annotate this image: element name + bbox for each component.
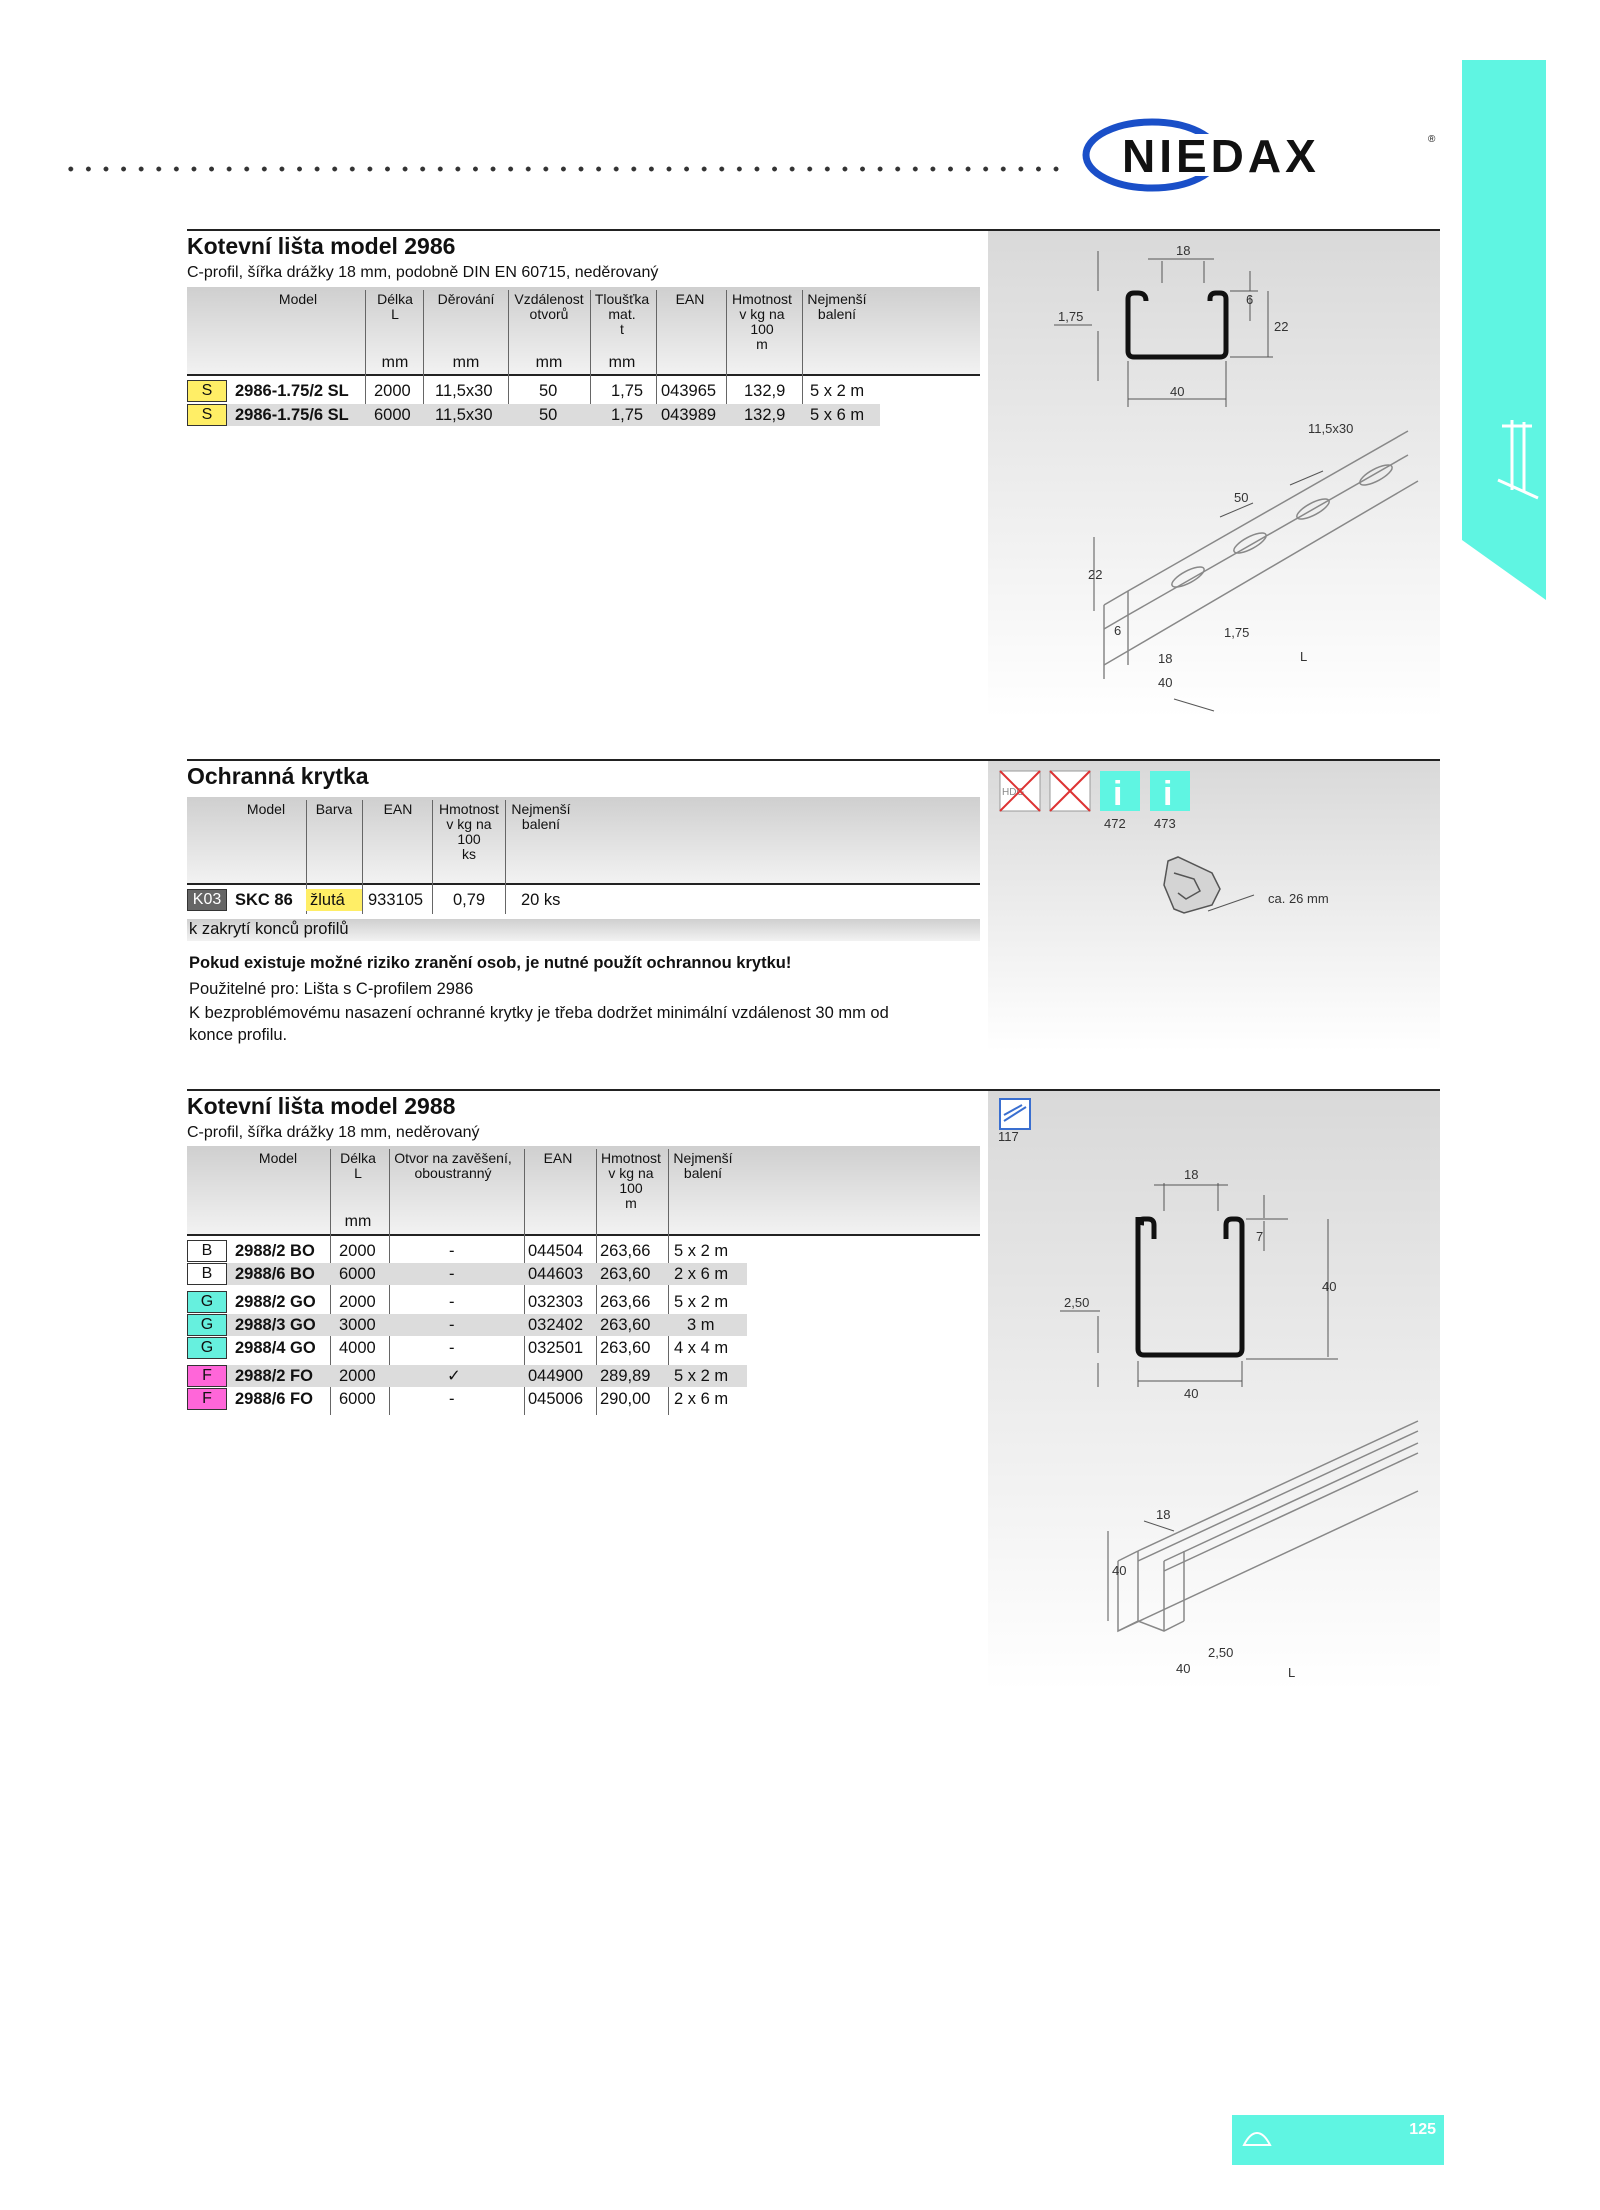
note-usage: k zakrytí konců profilů [189, 920, 349, 938]
niedax-logo [1082, 118, 1440, 192]
svg-text:ca. 26 mm: ca. 26 mm [1268, 891, 1329, 906]
table-row: S 2986-1.75/2 SL 2000 11,5x30 50 1,75 043965 132,9 5 x 2 m [187, 380, 880, 402]
svg-text:50: 50 [1234, 490, 1249, 505]
section-title-2986: Kotevní lišta model 2986 [187, 233, 456, 259]
section-subtitle-2988: C-profil, šířka drážky 18 mm, neděrovaný [187, 1124, 480, 1141]
svg-text:40: 40 [1184, 1386, 1199, 1401]
svg-text:1,75: 1,75 [1224, 625, 1250, 640]
svg-text:40: 40 [1322, 1279, 1337, 1294]
note-distance: K bezproblémovému nasazení ochranné krytky je třeba dodržet minimální vzdálenost 30 mm od [189, 1004, 889, 1022]
svg-text:6: 6 [1114, 623, 1122, 638]
section-title-krytka: Ochranná krytka [187, 763, 369, 789]
svg-text:18: 18 [1184, 1167, 1199, 1182]
svg-text:i: i [1113, 775, 1123, 813]
svg-text:22: 22 [1274, 319, 1289, 334]
svg-text:18: 18 [1156, 1507, 1171, 1522]
svg-text:117: 117 [998, 1129, 1019, 1144]
section-subtitle-2986: C-profil, šířka drážky 18 mm, podobně DIN EN 60715, neděrovaný [187, 264, 659, 281]
profile-2988-drawing [988, 1091, 1440, 1691]
table-row: K03 SKC 86 žlutá 933105 0,79 20 ks [187, 889, 787, 911]
svg-text:40: 40 [1112, 1563, 1127, 1578]
chapter-tab [1462, 60, 1546, 600]
table-row: F 2988/6 FO 6000 - 045006 290,00 2 x 6 m [187, 1388, 747, 1410]
svg-text:L: L [1300, 649, 1308, 664]
page-number-box [1232, 2115, 1444, 2165]
svg-text:18: 18 [1158, 651, 1173, 666]
svg-text:2,50: 2,50 [1208, 1645, 1234, 1660]
svg-text:40: 40 [1176, 1661, 1191, 1676]
svg-text:11,5x30: 11,5x30 [1308, 421, 1354, 436]
table-row: G 2988/2 GO 2000 - 032303 263,66 5 x 2 m [187, 1291, 747, 1313]
table-row: F 2988/2 FO 2000 ✓ 044900 289,89 5 x 2 m [187, 1365, 747, 1387]
table-row: S 2986-1.75/6 SL 6000 11,5x30 50 1,75 043989 132,9 5 x 6 m [187, 404, 880, 426]
svg-text:6: 6 [1246, 292, 1254, 307]
page-number: 125 [1409, 2121, 1436, 2138]
svg-text:i: i [1163, 775, 1173, 813]
profile-2986-drawing [988, 231, 1440, 718]
table-row: B 2988/6 BO 6000 - 044603 263,60 2 x 6 m [187, 1263, 747, 1285]
section-title-2988: Kotevní lišta model 2988 [187, 1093, 456, 1119]
svg-text:L: L [1288, 1665, 1296, 1680]
svg-text:40: 40 [1158, 675, 1173, 690]
svg-text:HDG: HDG [1002, 787, 1025, 798]
svg-text:40: 40 [1170, 384, 1185, 399]
svg-text:®: ® [1428, 134, 1436, 145]
footer-icon [1242, 2129, 1272, 2149]
svg-text:472: 472 [1104, 816, 1126, 831]
svg-text:18: 18 [1176, 243, 1191, 258]
svg-text:2,50: 2,50 [1064, 1295, 1090, 1310]
logo-text: NIEDAX [1122, 130, 1320, 182]
svg-text:22: 22 [1088, 567, 1103, 582]
table-row: B 2988/2 BO 2000 - 044504 263,66 5 x 2 m [187, 1240, 747, 1262]
table-row: G 2988/4 GO 4000 - 032501 263,60 4 x 4 m [187, 1337, 747, 1359]
krytka-drawing [988, 761, 1440, 1051]
dotted-rule [62, 162, 1064, 176]
table-row: G 2988/3 GO 3000 - 032402 263,60 3 m [187, 1314, 747, 1336]
warning-text: Pokud existuje možné riziko zranění osob, je nutné použít ochrannou krytku! [189, 954, 792, 972]
svg-text:1,75: 1,75 [1058, 309, 1084, 324]
note-applicable: Použitelné pro: Lišta s C-profilem 2986 [189, 980, 474, 998]
svg-text:7: 7 [1256, 1229, 1264, 1244]
svg-text:473: 473 [1154, 816, 1176, 831]
